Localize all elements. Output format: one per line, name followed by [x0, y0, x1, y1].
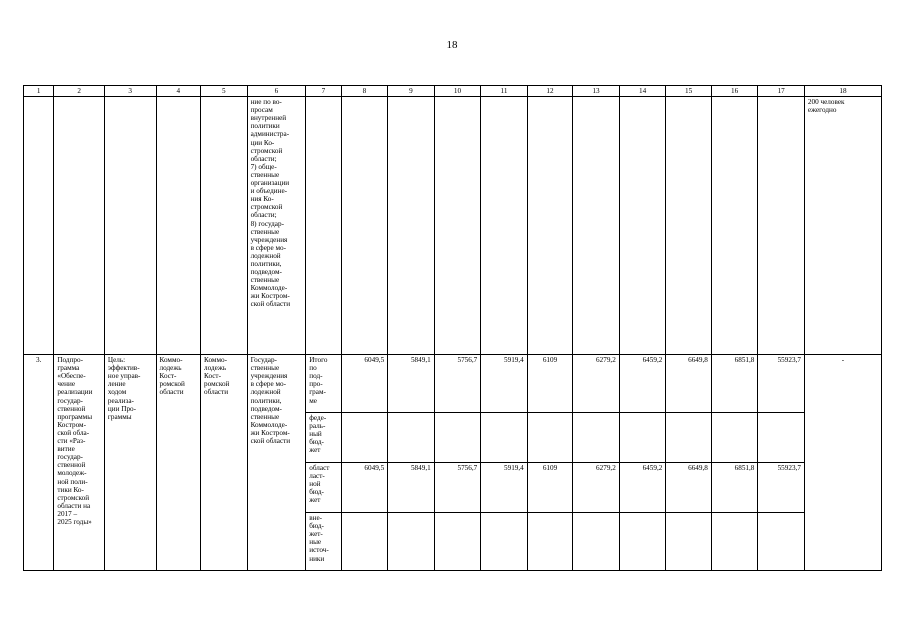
funding-value: 5756,7: [434, 355, 481, 413]
funding-value: [666, 513, 712, 571]
funding-value: [758, 513, 805, 571]
funding-value: 55923,7: [758, 355, 805, 413]
col-number: 11: [481, 86, 528, 97]
col-number: 8: [341, 86, 388, 97]
funding-value: [711, 413, 758, 463]
col-number: 12: [527, 86, 573, 97]
funding-value: 6459,2: [619, 463, 666, 513]
funding-value: 6049,5: [341, 463, 388, 513]
continuation-result: 200 человек ежегодно: [804, 97, 881, 355]
col-number: 14: [619, 86, 666, 97]
funding-value: [666, 413, 712, 463]
funding-value: 6109: [527, 463, 573, 513]
co-executor: Коммо- лодежь Кост- ромской области: [201, 355, 248, 571]
funding-value: [573, 513, 620, 571]
funding-source: Итого по под- про- грам- ме: [306, 355, 341, 413]
funding-value: [573, 413, 620, 463]
program-table: [23, 85, 882, 571]
col-number: 16: [711, 86, 758, 97]
responsible-executor: Коммо- лодежь Кост- ромской области: [156, 355, 201, 571]
col-number: 4: [156, 86, 201, 97]
funding-value: [619, 513, 666, 571]
funding-value: 5849,1: [388, 463, 435, 513]
funding-value: 6851,8: [711, 463, 758, 513]
row-number: 3.: [24, 355, 54, 571]
funding-value: 6049,5: [341, 355, 388, 413]
funding-value: 6649,8: [666, 355, 712, 413]
page-number: 18: [446, 39, 458, 51]
funding-value: 6851,8: [711, 355, 758, 413]
col-number: 9: [388, 86, 435, 97]
funding-value: [481, 413, 528, 463]
funding-value: [434, 513, 481, 571]
funding-value: [619, 413, 666, 463]
col-number: 2: [54, 86, 105, 97]
table-row: [24, 355, 882, 413]
funding-value: 55923,7: [758, 463, 805, 513]
funding-value: [434, 413, 481, 463]
funding-value: 5756,7: [434, 463, 481, 513]
col-number: 15: [666, 86, 712, 97]
funding-value: 6109: [527, 355, 573, 413]
col-number: 17: [758, 86, 805, 97]
col-number: 3: [104, 86, 156, 97]
funding-value: [341, 513, 388, 571]
funding-source: вне- бюд- жет- ные источ- ники: [306, 513, 341, 571]
expected-result: -: [804, 355, 881, 571]
funding-value: 6279,2: [573, 355, 620, 413]
funding-value: [481, 513, 528, 571]
funding-value: 6649,8: [666, 463, 712, 513]
col-number: 1: [24, 86, 54, 97]
continuation-row: [24, 97, 882, 355]
funding-value: 5849,1: [388, 355, 435, 413]
col-number: 5: [201, 86, 248, 97]
funding-value: [388, 413, 435, 463]
funding-value: [711, 513, 758, 571]
subprogram-name: Подпро- грамма «Обеспе- чение реализации государ- ственной программы Костром- ской обла- сти «Раз- витие государ- ственной молодеж- ной поли- тики Ко- стромской области на 2017 – 2025 годы»: [54, 355, 105, 571]
column-number-row: [24, 86, 882, 97]
continuation-participants: ние по во- просам внутренней политики администра- ции Ко- стромской области; 7) обще- ственные организации и объедине- ния Ко- стромской области; 8) государ- ственные учреждения в сфере мо- лодежной политики, подведом- ственные Коммолоде- жи Костром- ской области: [247, 97, 306, 355]
funding-value: [758, 413, 805, 463]
funding-source: феде- раль- ный бюд- жет: [306, 413, 341, 463]
funding-value: 5919,4: [481, 463, 528, 513]
funding-value: [527, 413, 573, 463]
col-number: 7: [306, 86, 341, 97]
subprogram-goal: Цель: эффектив- ное управ- ление ходом реализа- ции Про- граммы: [104, 355, 156, 571]
participants: Государ- ственные учреждения в сфере мо- лодежной политики, подведом- ственные Коммолоде- жи Костром- ской области: [247, 355, 306, 571]
col-number: 18: [804, 86, 881, 97]
col-number: 10: [434, 86, 481, 97]
funding-value: 6459,2: [619, 355, 666, 413]
funding-value: 6279,2: [573, 463, 620, 513]
funding-source: област ласт- ной бюд- жет: [306, 463, 341, 513]
funding-value: 5919,4: [481, 355, 528, 413]
funding-value: [527, 513, 573, 571]
funding-value: [341, 413, 388, 463]
col-number: 13: [573, 86, 620, 97]
col-number: 6: [247, 86, 306, 97]
funding-value: [388, 513, 435, 571]
